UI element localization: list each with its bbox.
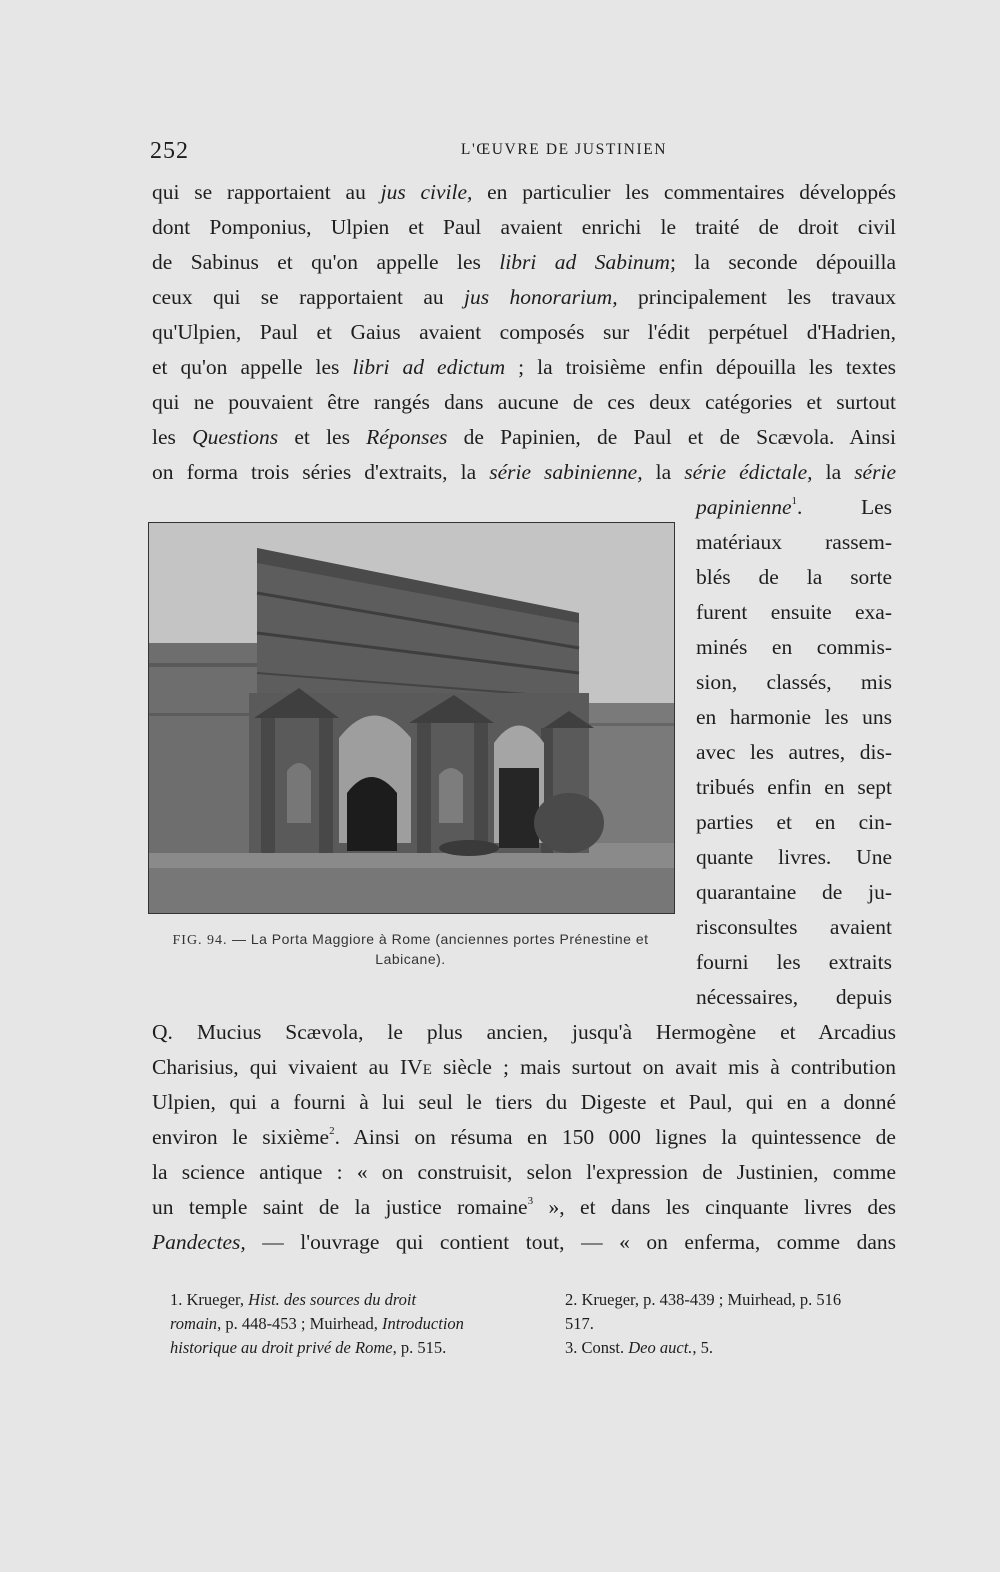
- running-head: [150, 138, 898, 168]
- body-line: qui se rapportaient au jus civile, en particulier les commentaires développés: [152, 180, 897, 204]
- side-line: sion, classés, mis: [696, 670, 892, 694]
- side-line: minés en commis-: [696, 635, 892, 659]
- footnote-column-left: [170, 1288, 520, 1360]
- footnote-ref: 2: [329, 1125, 335, 1137]
- footnote-3: 3. Const. Deo auct., 5.: [565, 1338, 714, 1357]
- body-line: qu'Ulpien, Paul et Gaius avaient composés sur l'édit perpétuel d'Hadrien,: [152, 320, 896, 344]
- side-line: en harmonie les uns: [696, 705, 892, 729]
- running-title: L'ŒUVRE DE JUSTINIEN: [460, 141, 668, 158]
- body-line: de Sabinus et qu'on appelle les libri ad Sabinum; la seconde dépouilla: [152, 250, 896, 274]
- side-line: furent ensuite exa-: [696, 600, 892, 624]
- footnote-2-cont: 517.: [565, 1314, 594, 1333]
- side-line: matériaux rassem-: [696, 530, 892, 554]
- footnote-2: 2. Krueger, p. 438-439 ; Muirhead, p. 516: [565, 1290, 842, 1309]
- figure-photo-porta-maggiore: [148, 522, 675, 914]
- side-line: fourni les extraits: [696, 950, 892, 974]
- body-line: Ulpien, qui a fourni à lui seul le tiers du Digeste et Paul, qui en a donné: [152, 1090, 896, 1114]
- footnote-1-cont: historique au droit privé de Rome, p. 515.: [170, 1338, 447, 1357]
- footnote-ref: 3: [527, 1195, 534, 1207]
- footnote-1: 1. Krueger, Hist. des sources du droit: [170, 1290, 417, 1309]
- figure-label: FIG. 94.: [172, 933, 228, 948]
- side-line: blés de la sorte: [696, 565, 892, 589]
- body-line: dont Pomponius, Ulpien et Paul avaient enrichi le traité de droit civil: [152, 215, 896, 239]
- side-line: tribués enfin en sept: [696, 775, 892, 799]
- body-line: Charisius, qui vivaient au IVe siècle ; mais surtout on avait mis à contribution: [152, 1055, 896, 1079]
- body-line: Pandectes, — l'ouvrage qui contient tout, — « on enferma, comme dans: [152, 1230, 896, 1254]
- figure-caption: FIG. 94. — La Porta Maggiore à Rome (anciennes portes Prénestine et Labicane).: [172, 931, 649, 967]
- body-line: un temple saint de la justice romaine$^3$ », et dans les cinquante livres des: [152, 1195, 896, 1219]
- body-line: la science antique : « on construisit, selon l'expression de Justinien, comme: [152, 1160, 896, 1184]
- body-line: et qu'on appelle les libri ad edictum ; la troisième enfin dépouilla les textes: [152, 355, 896, 379]
- footnote-column-right: [565, 1288, 905, 1360]
- side-line: avec les autres, dis-: [696, 740, 892, 764]
- body-line: papinienne$^1$. Les: [696, 495, 892, 519]
- side-line: quante livres. Une: [696, 845, 892, 869]
- body-line: qui ne pouvaient être rangés dans aucune de ces deux catégories et surtout: [152, 390, 896, 414]
- body-line: environ le sixième$^2$. Ainsi on résuma en 150 000 lignes la quintessence de: [152, 1125, 896, 1149]
- body-line: Q. Mucius Scævola, le plus ancien, jusqu'à Hermogène et Arcadius: [152, 1020, 896, 1044]
- body-line: ceux qui se rapportaient au jus honorarium, principalement les travaux: [152, 285, 896, 309]
- side-line: nécessaires, depuis: [696, 985, 892, 1009]
- side-line: risconsultes avaient: [696, 915, 892, 939]
- footnote-1-cont: romain, p. 448-453 ; Muirhead, Introduction: [170, 1314, 464, 1333]
- side-line: parties et en cin-: [696, 810, 892, 834]
- body-line: on forma trois séries d'extraits, la série sabinienne, la série édictale, la série: [152, 460, 896, 484]
- page-number: 252: [150, 138, 189, 164]
- side-line: quarantaine de ju-: [696, 880, 892, 904]
- footnote-ref: 1: [791, 495, 798, 507]
- body-line: les Questions et les Réponses de Papinien, de Paul et de Scævola. Ainsi: [152, 425, 896, 449]
